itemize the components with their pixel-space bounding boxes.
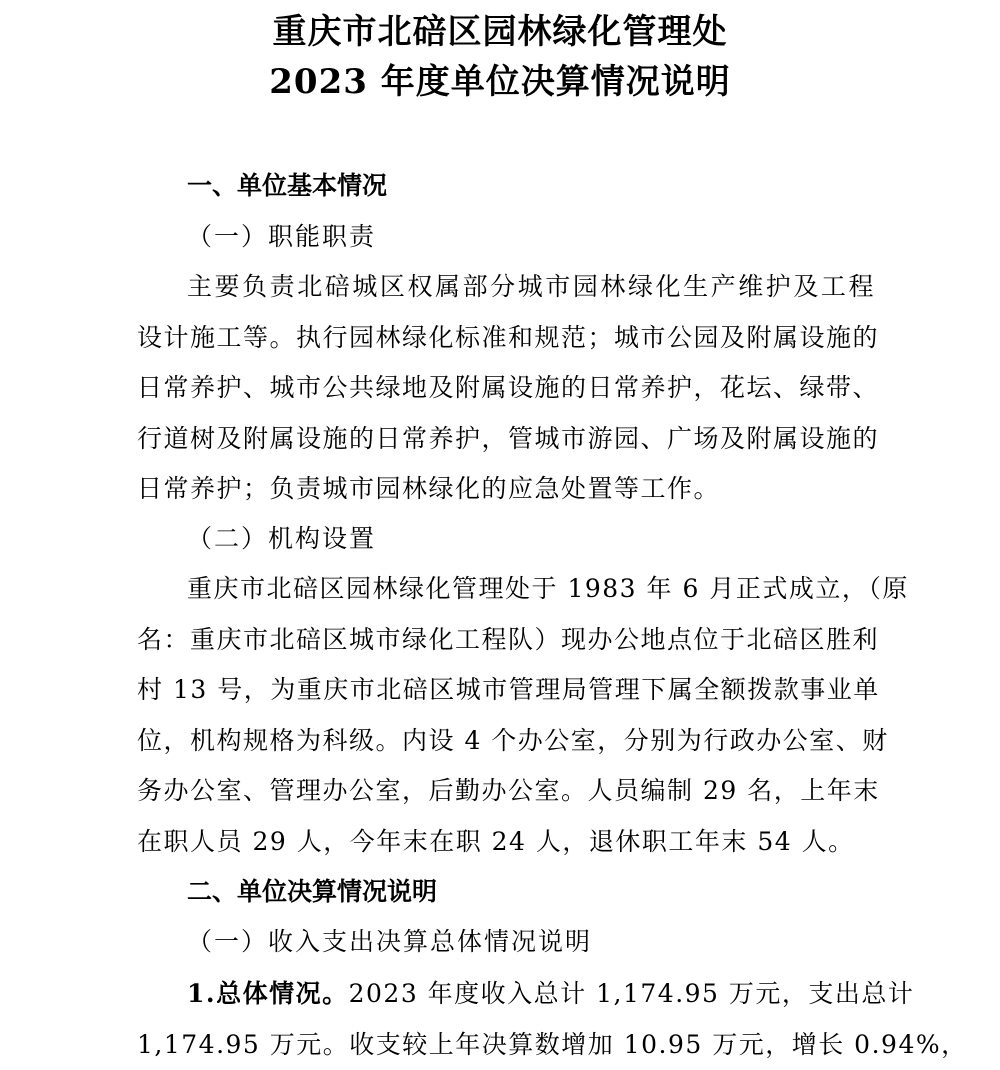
paragraph-line: 日常养护、城市公共绿地及附属设施的日常养护，花坛、绿带、 (137, 363, 875, 414)
section-1-heading: 一、单位基本情况 (187, 170, 387, 202)
paragraph-line: 名：重庆市北碚区城市绿化工程队）现办公地点位于北碚区胜利 (137, 615, 875, 666)
paragraph-line: 重庆市北碚区园林绿化管理处于 1983 年 6 月正式成立，（原 (137, 564, 875, 615)
overall-lead-label: 1.总体情况。 (187, 979, 349, 1008)
functions-paragraph (137, 262, 875, 515)
paragraph-line: 1,174.95 万元。收支较上年决算数增加 10.95 万元，增长 0.94%， (137, 1020, 875, 1070)
paragraph-line: 日常养护；负责城市园林绿化的应急处置等工作。 (137, 464, 875, 515)
subsection-1-2-heading: （二）机构设置 (187, 523, 376, 555)
paragraph-line (137, 969, 875, 1020)
paragraph-line: 行道树及附属设施的日常养护，管城市游园、广场及附属设施的 (137, 414, 875, 465)
overall-paragraph (137, 969, 875, 1070)
section-2-heading: 二、单位决算情况说明 (187, 876, 437, 908)
paragraph-line: 位，机构规格为科级。内设 4 个办公室，分别为行政办公室、财 (137, 716, 875, 767)
paragraph-line: 主要负责北碚城区权属部分城市园林绿化生产维护及工程 (137, 262, 875, 313)
subsection-2-1-heading: （一）收入支出决算总体情况说明 (187, 926, 592, 958)
overall-line-1-text: 2023 年度收入总计 1,174.95 万元，支出总计 (349, 979, 915, 1008)
organization-paragraph (137, 564, 875, 867)
document-title-line-1: 重庆市北碚区园林绿化管理处 (0, 12, 1000, 52)
paragraph-line: 设计施工等。执行园林绿化标准和规范；城市公园及附属设施的 (137, 313, 875, 364)
paragraph-line: 在职人员 29 人，今年末在职 24 人，退休职工年末 54 人。 (137, 817, 875, 868)
document-title-line-2: 2023 年度单位决算情况说明 (0, 62, 1000, 102)
paragraph-line: 村 13 号，为重庆市北碚区城市管理局管理下属全额拨款事业单 (137, 665, 875, 716)
subsection-1-1-heading: （一）职能职责 (187, 221, 376, 253)
paragraph-line: 务办公室、管理办公室，后勤办公室。人员编制 29 名，上年末 (137, 766, 875, 817)
